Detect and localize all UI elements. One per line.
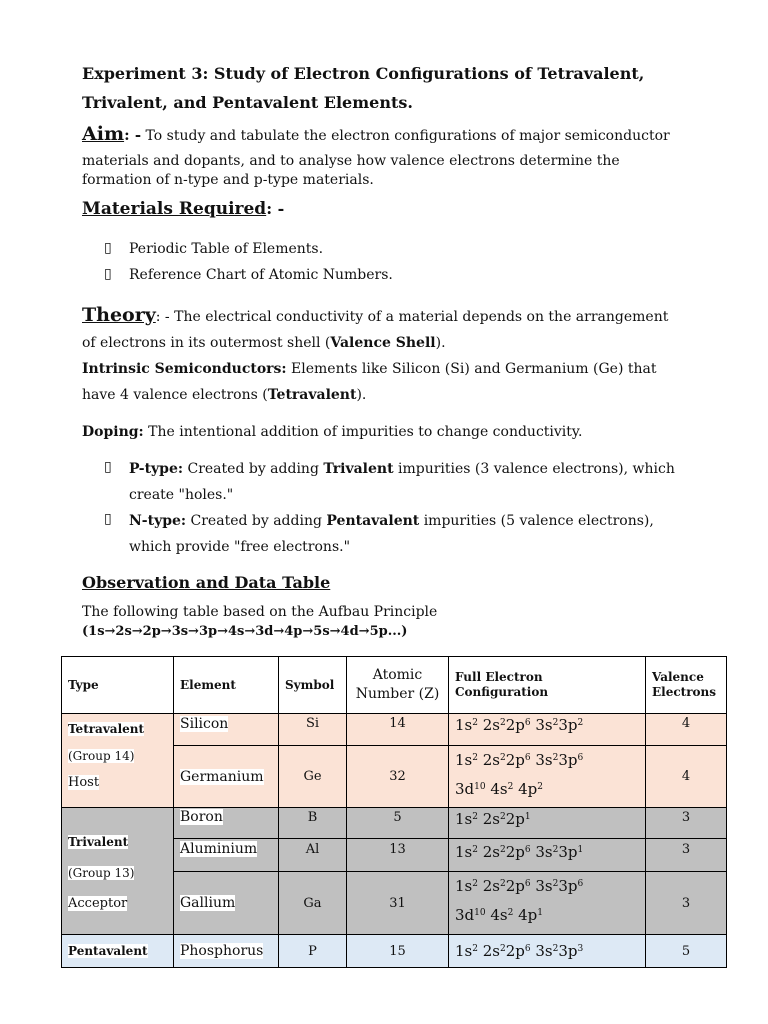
symbol-cell: Si bbox=[279, 714, 347, 746]
theory-text-2: of electrons in its outermost shell ( bbox=[82, 335, 331, 351]
config-line-2: $3d^{10}$ $4s^2$ $4p^1$ bbox=[455, 906, 544, 924]
materials-item-1: Periodic Table of Elements. bbox=[129, 241, 324, 257]
ptype-text-end: impurities (3 valence electrons), which bbox=[393, 461, 675, 477]
doping-line bbox=[82, 424, 582, 440]
header-config bbox=[449, 657, 646, 714]
config-cell: $1s^2$ $2s^22p^6$ $3s^23p^2$ bbox=[449, 714, 646, 746]
ntype-line-1 bbox=[129, 513, 654, 529]
ptype-label: P-type: bbox=[129, 461, 184, 477]
ntype-text: Created by adding bbox=[186, 513, 327, 529]
type-role: Host bbox=[68, 775, 100, 790]
title-line-2: Trivalent, and Pentavalent Elements. bbox=[82, 93, 413, 112]
element-cell bbox=[174, 839, 279, 872]
element-name: Gallium bbox=[180, 895, 236, 911]
type-group: (Group 13) bbox=[68, 866, 135, 880]
header-atomic-number bbox=[347, 657, 449, 714]
element-cell bbox=[174, 808, 279, 839]
aim-label: Aim bbox=[82, 123, 125, 145]
element-name: Boron bbox=[180, 809, 223, 825]
aim-line-3: formation of n-type and p-type materials. bbox=[82, 172, 374, 188]
header-symbol: Symbol bbox=[279, 657, 347, 714]
valence-cell: 4 bbox=[646, 714, 727, 746]
symbol-cell: Al bbox=[279, 839, 347, 872]
table-header-row bbox=[62, 657, 727, 714]
element-name: Germanium bbox=[180, 768, 264, 785]
table-row bbox=[62, 714, 727, 746]
theory-text-1: The electrical conductivity of a material depends on the arrangement bbox=[169, 309, 669, 325]
bullet-icon: ▯ bbox=[104, 511, 112, 527]
valence-cell: 3 bbox=[646, 872, 727, 935]
table-row bbox=[62, 808, 727, 839]
header-valence-l2: Electrons bbox=[652, 685, 716, 699]
valence-cell: 5 bbox=[646, 935, 727, 968]
element-name: Aluminium bbox=[180, 841, 258, 857]
theory-label: Theory bbox=[82, 304, 156, 326]
ptype-line-2: create "holes." bbox=[129, 487, 234, 503]
ptype-line-1 bbox=[129, 461, 675, 477]
type-cell-tetravalent bbox=[62, 714, 174, 808]
atomic-number-cell: 13 bbox=[347, 839, 449, 872]
intrinsic-text-2: have 4 valence electrons ( bbox=[82, 387, 268, 403]
observation-intro: The following table based on the Aufbau Principle bbox=[82, 604, 438, 620]
type-name: Tetravalent bbox=[68, 722, 145, 736]
title-line-1: Experiment 3: Study of Electron Configurations of Tetravalent, bbox=[82, 64, 645, 83]
type-name: Trivalent bbox=[68, 835, 129, 849]
bullet-icon: ▯ bbox=[104, 459, 112, 475]
config-cell bbox=[449, 746, 646, 808]
element-cell bbox=[174, 746, 279, 808]
ptype-text: Created by adding bbox=[183, 461, 324, 477]
intrinsic-label: Intrinsic Semiconductors: bbox=[82, 361, 287, 377]
type-cell-pentavalent bbox=[62, 935, 174, 968]
header-atomic-l2: Number (Z) bbox=[355, 686, 440, 702]
aim-separator: : - bbox=[124, 126, 142, 144]
data-table bbox=[61, 656, 727, 968]
type-cell-trivalent bbox=[62, 808, 174, 935]
symbol-cell: Ge bbox=[279, 746, 347, 808]
intrinsic-line-2 bbox=[82, 387, 366, 403]
config-cell bbox=[449, 872, 646, 935]
bullet-icon: ▯ bbox=[104, 240, 112, 256]
materials-item-2: Reference Chart of Atomic Numbers. bbox=[129, 267, 393, 283]
atomic-number-cell: 31 bbox=[347, 872, 449, 935]
config-cell: $1s^2$ $2s^22p^6$ $3s^23p^1$ bbox=[449, 839, 646, 872]
header-type: Type bbox=[62, 657, 174, 714]
aim-text-1: To study and tabulate the electron configurations of major semiconductor bbox=[141, 128, 670, 144]
theory-text-2-end: ). bbox=[435, 335, 446, 351]
pentavalent-term: Pentavalent bbox=[326, 513, 420, 529]
header-atomic-l1: Atomic bbox=[372, 667, 423, 683]
type-name: Pentavalent bbox=[68, 943, 148, 958]
type-group: (Group 14) bbox=[68, 749, 135, 763]
ntype-label: N-type: bbox=[129, 513, 187, 529]
materials-heading bbox=[82, 199, 284, 219]
symbol-cell: Ga bbox=[279, 872, 347, 935]
aim-line-2: materials and dopants, and to analyse how valence electrons determine the bbox=[82, 153, 620, 169]
symbol-cell: B bbox=[279, 808, 347, 839]
intrinsic-text-2-end: ). bbox=[356, 387, 367, 403]
ntype-text-end: impurities (5 valence electrons), bbox=[419, 513, 654, 529]
atomic-number-cell: 5 bbox=[347, 808, 449, 839]
valence-cell: 4 bbox=[646, 746, 727, 808]
ntype-line-2: which provide "free electrons." bbox=[129, 539, 351, 555]
element-cell bbox=[174, 935, 279, 968]
atomic-number-cell: 14 bbox=[347, 714, 449, 746]
config-cell: $1s^2$ $2s^22p^6$ $3s^23p^3$ bbox=[449, 935, 646, 968]
config-line-2: $3d^{10}$ $4s^2$ $4p^2$ bbox=[455, 780, 544, 798]
trivalent-term: Trivalent bbox=[323, 461, 394, 477]
aim-line-1 bbox=[82, 123, 670, 145]
materials-heading-text: Materials Required bbox=[82, 199, 267, 219]
atomic-number-cell: 32 bbox=[347, 746, 449, 808]
aufbau-order: (1s→2s→2p→3s→3p→4s→3d→4p→5s→4d→5p...) bbox=[82, 624, 408, 639]
doping-text: The intentional addition of impurities to change conductivity. bbox=[143, 424, 583, 440]
valence-cell: 3 bbox=[646, 839, 727, 872]
bullet-icon: ▯ bbox=[104, 266, 112, 282]
valence-shell-term: Valence Shell bbox=[330, 335, 436, 351]
header-valence bbox=[646, 657, 727, 714]
config-line-1: $1s^2$ $2s^22p^6$ $3s^23p^6$ bbox=[455, 751, 584, 769]
valence-cell: 3 bbox=[646, 808, 727, 839]
element-name: Phosphorus bbox=[180, 943, 264, 959]
table-row bbox=[62, 935, 727, 968]
intrinsic-text: Elements like Silicon (Si) and Germanium (Ge) that bbox=[286, 361, 657, 377]
element-cell bbox=[174, 872, 279, 935]
theory-separator: : - bbox=[155, 309, 170, 325]
intrinsic-line-1 bbox=[82, 361, 657, 377]
atomic-number-cell: 15 bbox=[347, 935, 449, 968]
header-config-l2: Configuration bbox=[455, 685, 549, 699]
element-name: Silicon bbox=[180, 716, 229, 732]
header-config-l1: Full Electron bbox=[455, 670, 543, 684]
doping-label: Doping: bbox=[82, 424, 144, 440]
tetravalent-term: Tetravalent bbox=[267, 387, 357, 403]
element-cell bbox=[174, 714, 279, 746]
header-element: Element bbox=[174, 657, 279, 714]
materials-separator: : - bbox=[266, 199, 285, 218]
symbol-cell: P bbox=[279, 935, 347, 968]
observation-heading: Observation and Data Table bbox=[82, 573, 331, 592]
type-role: Acceptor bbox=[68, 896, 128, 911]
theory-line-1 bbox=[82, 304, 668, 326]
config-line-1: $1s^2$ $2s^22p^6$ $3s^23p^6$ bbox=[455, 877, 584, 895]
config-cell: $1s^2$ $2s^22p^1$ bbox=[449, 808, 646, 839]
theory-line-2 bbox=[82, 335, 446, 351]
header-valence-l1: Valence bbox=[652, 670, 704, 684]
